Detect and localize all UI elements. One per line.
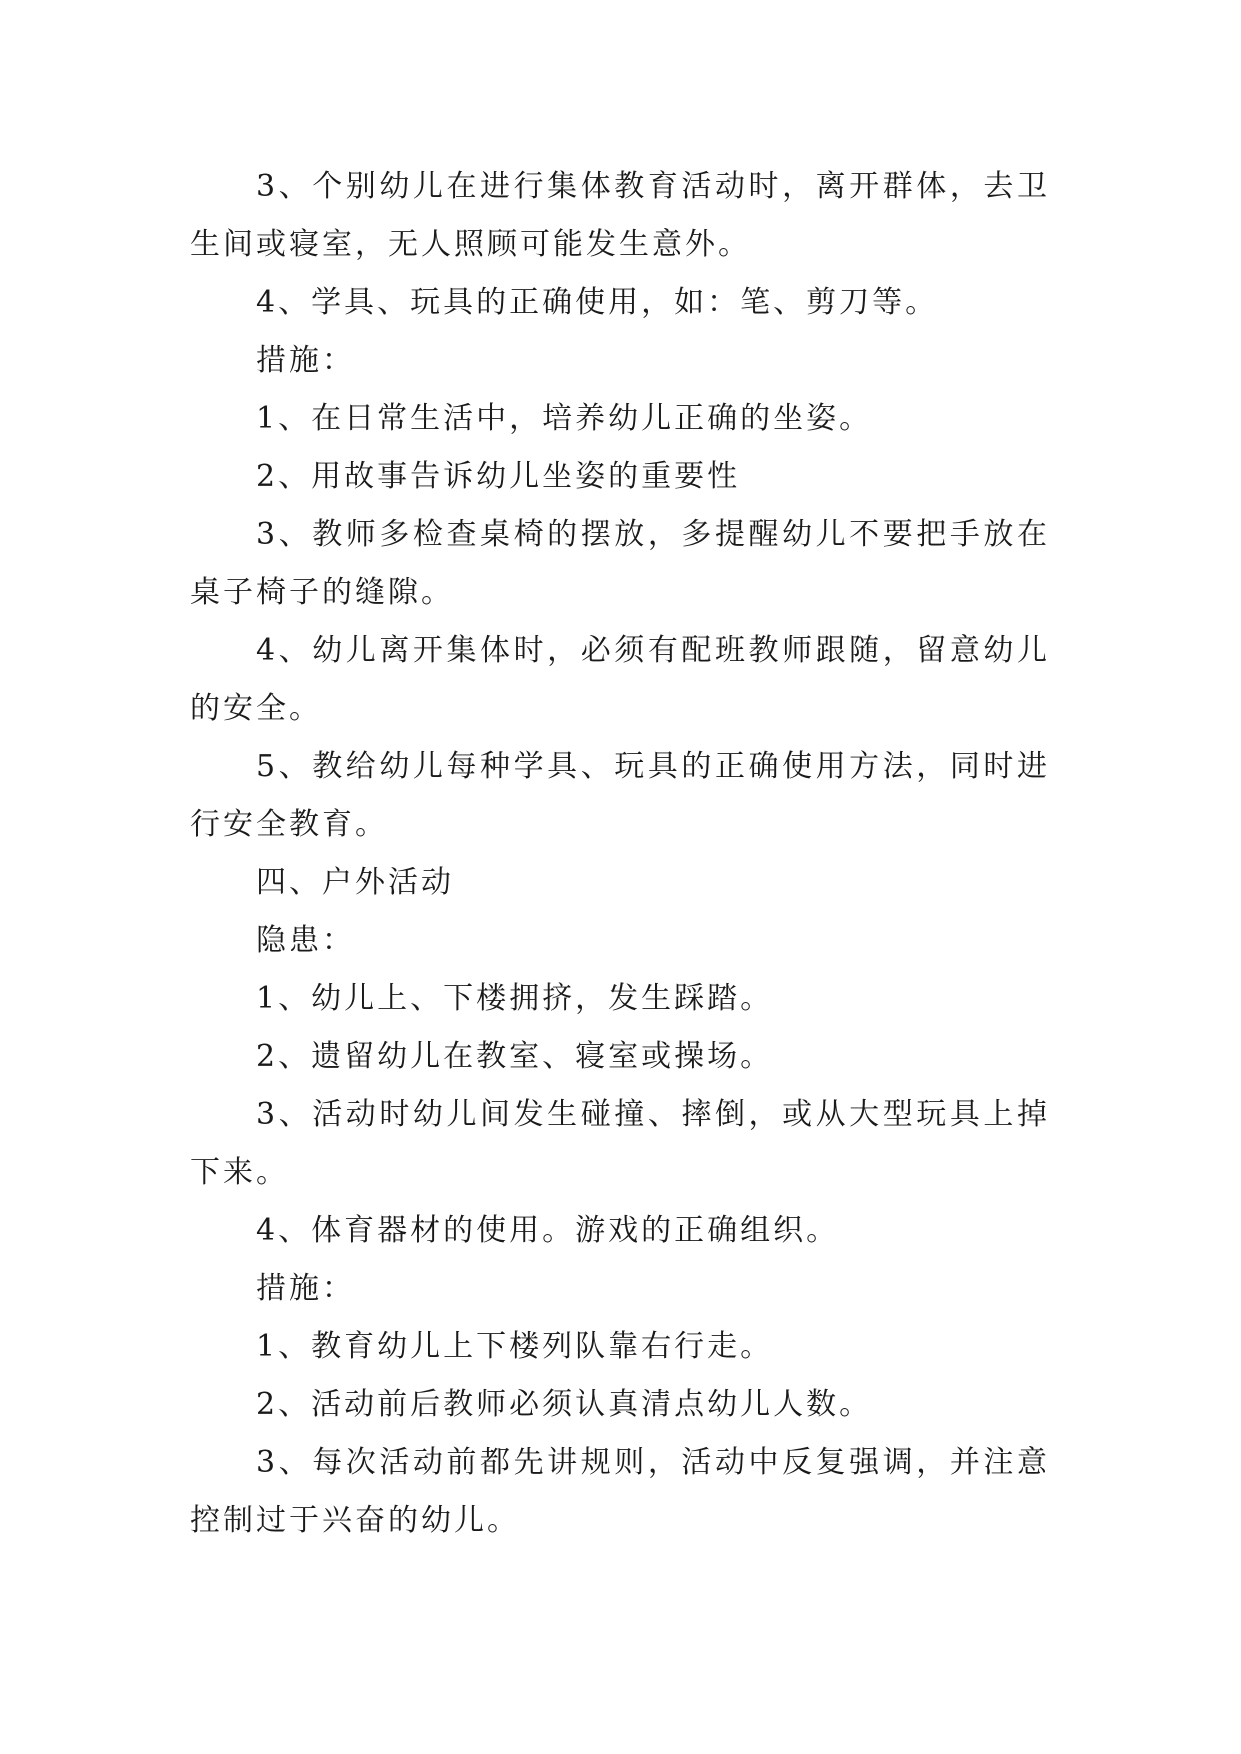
paragraph-2: 4、学具、玩具的正确使用，如：笔、剪刀等。 <box>256 285 939 320</box>
paragraph-18: 3、每次活动前都先讲规则，活动中反复强调，并注意控制过于兴奋的幼儿。 <box>190 1445 1050 1538</box>
section-heading-outdoor: 四、户外活动 <box>256 865 454 900</box>
paragraph-17: 2、活动前后教师必须认真清点幼儿人数。 <box>256 1387 873 1422</box>
paragraph-4: 1、在日常生活中，培养幼儿正确的坐姿。 <box>256 401 873 436</box>
document-body <box>190 158 1050 1550</box>
paragraph-12: 2、遗留幼儿在教室、寝室或操场。 <box>256 1039 774 1074</box>
paragraph-7: 4、幼儿离开集体时，必须有配班教师跟随，留意幼儿的安全。 <box>190 633 1050 726</box>
paragraph-13: 3、活动时幼儿间发生碰撞、摔倒，或从大型玩具上掉下来。 <box>190 1097 1050 1190</box>
section-label-measures: 措施： <box>256 343 355 378</box>
section-label-hazards: 隐患： <box>256 923 355 958</box>
paragraph-14: 4、体育器材的使用。游戏的正确组织。 <box>256 1213 840 1248</box>
paragraph-6: 3、教师多检查桌椅的摆放，多提醒幼儿不要把手放在桌子椅子的缝隙。 <box>190 517 1050 610</box>
section-label-measures-2: 措施： <box>256 1271 355 1306</box>
paragraph-8: 5、教给幼儿每种学具、玩具的正确使用方法，同时进行安全教育。 <box>190 749 1050 842</box>
paragraph-1: 3、个别幼儿在进行集体教育活动时，离开群体，去卫生间或寝室，无人照顾可能发生意外。 <box>190 169 1050 262</box>
paragraph-11: 1、幼儿上、下楼拥挤，发生踩踏。 <box>256 981 774 1016</box>
paragraph-5: 2、用故事告诉幼儿坐姿的重要性 <box>256 459 741 494</box>
paragraph-16: 1、教育幼儿上下楼列队靠右行走。 <box>256 1329 774 1364</box>
